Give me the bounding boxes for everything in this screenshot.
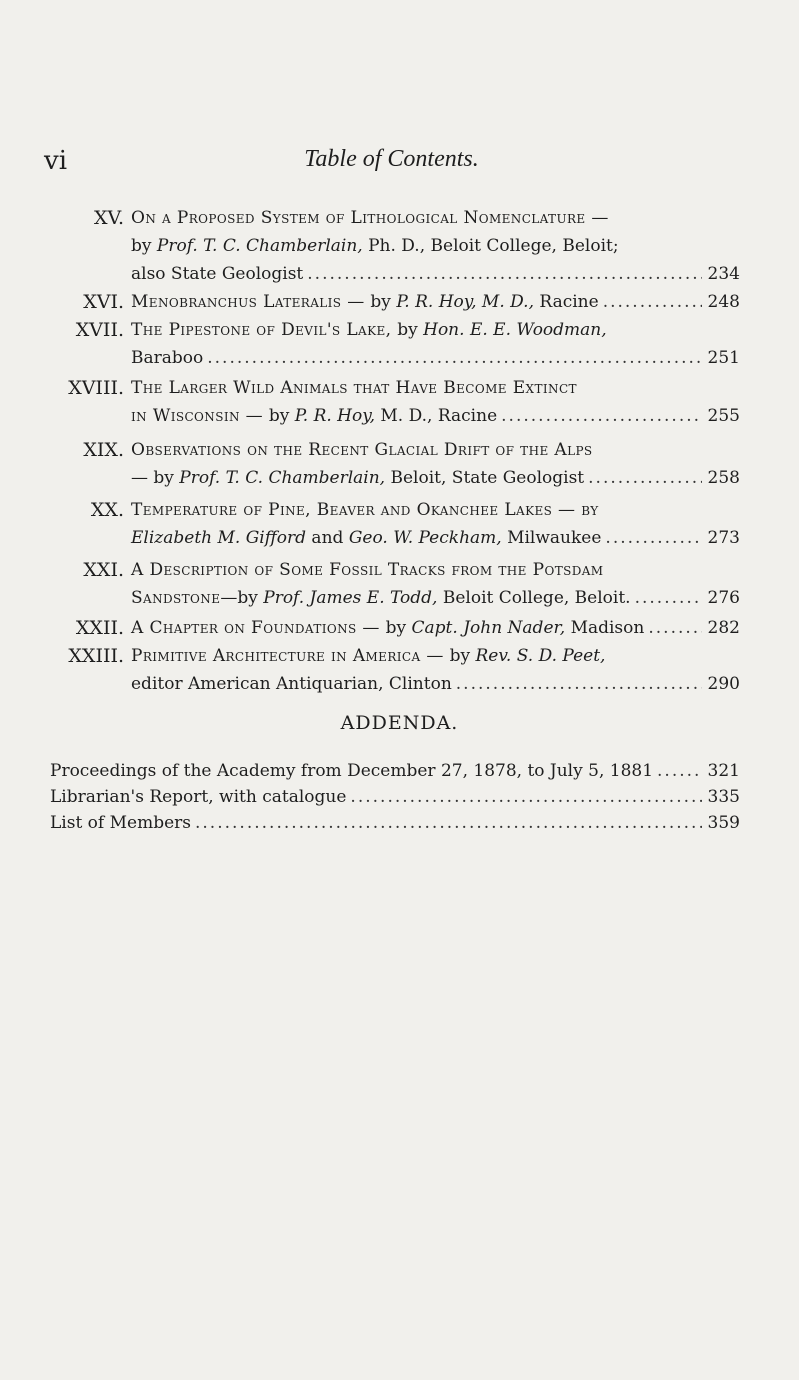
entry-number: XX.	[90, 499, 124, 521]
entry-title: The Pipestone of Devil's Lake,	[131, 320, 398, 340]
leader-dots	[307, 260, 702, 288]
entry-detail: Beloit, State Geologist	[385, 468, 585, 488]
by-text: by	[397, 320, 424, 340]
leader-dots	[605, 524, 702, 552]
entry-detail: Ph. D., Beloit College, Beloit;	[362, 236, 619, 256]
running-title: Table of Contents.	[304, 146, 479, 172]
leader-dots	[635, 584, 702, 612]
entry-page: 282	[707, 618, 740, 638]
entry-number: XIX.	[83, 439, 124, 461]
entry-title: The Larger Wild Animals that Have Become Extinct	[131, 378, 577, 398]
by-text: by	[449, 646, 476, 666]
entry-author: Prof. T. C. Chamberlain,	[179, 468, 386, 488]
entry-title-cont: Sandstone	[131, 588, 221, 608]
entry-author: Elizabeth M. Gifford	[131, 528, 307, 548]
leader-dots	[648, 614, 702, 642]
entry-page: 276	[707, 588, 740, 608]
addenda-item-text: List of Members	[50, 813, 191, 833]
addenda-item-page: 321	[707, 761, 740, 781]
addenda-item	[50, 784, 740, 810]
entry-title: A Chapter on Foundations —	[131, 618, 386, 638]
leader-dots	[195, 810, 702, 836]
entry-title: A Description of Some Fossil Tracks from the Potsdam	[131, 560, 604, 580]
by-text: —by	[220, 588, 264, 608]
by-text: — by	[131, 468, 180, 488]
leader-dots	[350, 784, 702, 810]
entry-detail: Madison	[565, 618, 645, 638]
entry-author: P. R. Hoy,	[294, 406, 375, 426]
entry-author: Capt. John Nader,	[411, 618, 566, 638]
entry-page: 290	[707, 674, 740, 694]
addenda-item-page: 359	[707, 813, 740, 833]
entry-detail: Racine	[533, 292, 599, 312]
entry-number: XXIII.	[68, 645, 124, 667]
addenda-list	[50, 758, 740, 836]
entry-title: Temperature of Pine, Beaver and Okanchee Lakes — by	[131, 500, 599, 520]
entry-number: XVIII.	[68, 377, 124, 399]
entry-title: Primitive Architecture in America —	[131, 646, 450, 666]
entry-number: XVII.	[75, 319, 124, 341]
entry-detail: Baraboo	[131, 348, 204, 368]
leader-dots	[603, 288, 702, 316]
by-text: by	[385, 618, 412, 638]
entry-number: XV.	[94, 207, 124, 229]
addenda-heading: ADDENDA.	[340, 712, 459, 734]
entry-title: Menobranchus Lateralis —	[131, 292, 371, 312]
entry-title-cont: in Wisconsin —	[131, 406, 269, 426]
entry-title: Observations on the Recent Glacial Drift of the Alps	[131, 440, 593, 460]
entry-number: XXI.	[83, 559, 124, 581]
leader-dots	[501, 402, 702, 430]
entry-author: Prof. James E. Todd,	[263, 588, 438, 608]
entry-detail: Beloit College, Beloit.	[437, 588, 631, 608]
entry-detail-cont: also State Geologist	[131, 264, 304, 284]
by-text: by	[131, 236, 157, 256]
entry-author: Prof. T. C. Chamberlain,	[156, 236, 363, 256]
entry-detail: editor American Antiquarian, Clinton	[131, 674, 452, 694]
leader-dots	[657, 758, 702, 784]
entry-page: 248	[707, 292, 740, 312]
page-header	[44, 142, 739, 182]
by-text: by	[268, 406, 295, 426]
leader-dots	[456, 670, 702, 698]
and-text: and	[306, 528, 349, 548]
addenda-item-page: 335	[707, 787, 740, 807]
addenda-item-text: Proceedings of the Academy from December 27, 1878, to July 5, 1881	[50, 761, 654, 781]
entry-number: XXII.	[75, 617, 124, 639]
entry-author-2: Geo. W. Peckham,	[348, 528, 502, 548]
entry-page: 273	[707, 528, 740, 548]
entry-author: Rev. S. D. Peet,	[475, 646, 606, 666]
entry-detail: Milwaukee	[501, 528, 602, 548]
entry-author: Hon. E. E. Woodman,	[423, 320, 607, 340]
entry-number: XVI.	[83, 291, 124, 313]
page-number: vi	[44, 146, 68, 176]
entry-title: On a Proposed System of Lithological Nomenclature —	[131, 208, 609, 228]
entry-page: 258	[707, 468, 740, 488]
entry-page: 234	[707, 264, 740, 284]
by-text: by	[370, 292, 397, 312]
addenda-item	[50, 758, 740, 784]
leader-dots	[588, 464, 702, 492]
entry-author: P. R. Hoy, M. D.,	[396, 292, 534, 312]
entry-page: 251	[707, 348, 740, 368]
leader-dots	[207, 344, 702, 372]
entry-page: 255	[707, 406, 740, 426]
addenda-item-text: Librarian's Report, with catalogue	[50, 787, 347, 807]
addenda-item	[50, 810, 740, 836]
entry-detail: M. D., Racine	[374, 406, 498, 426]
